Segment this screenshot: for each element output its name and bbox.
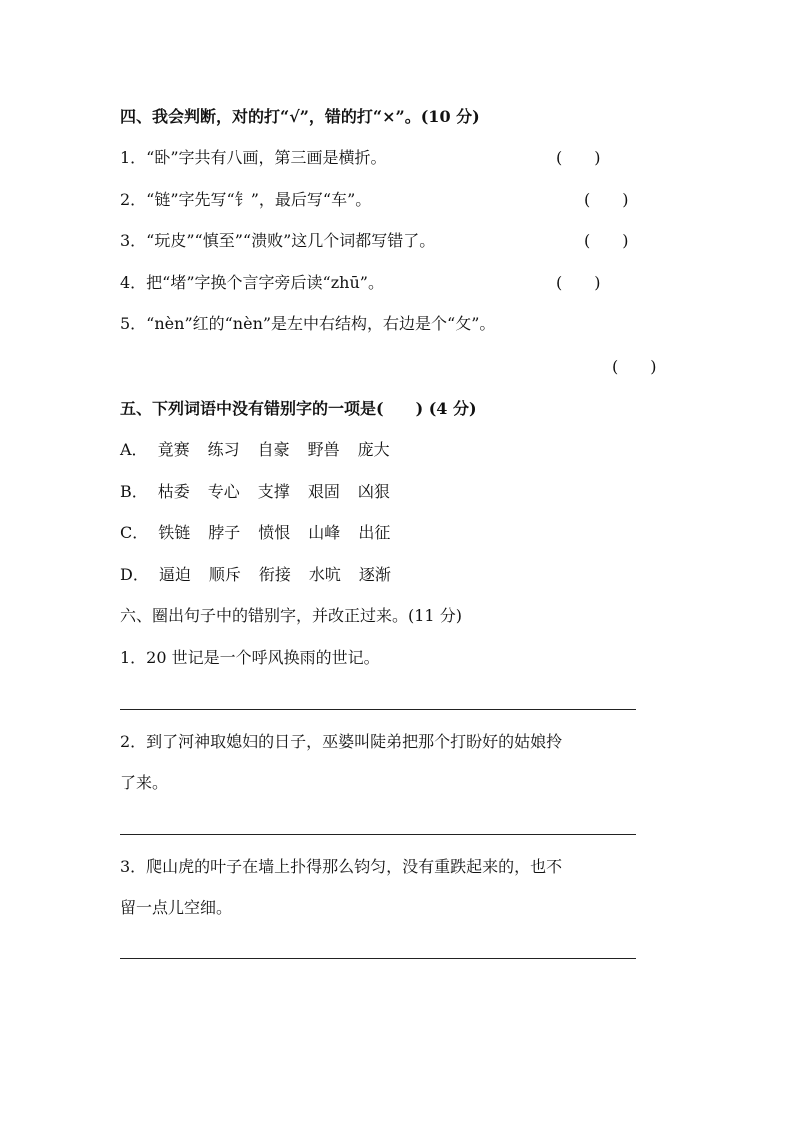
word: 铁链 [158,523,191,542]
option-c[interactable] [120,522,408,544]
word: 脖子 [208,523,241,542]
judge-item-2: 2．“链”字先写“钅”，最后写“车”。 [120,190,372,209]
answer-blank-4[interactable]: ( ) [556,273,601,292]
answer-blank-5[interactable]: ( ) [612,357,657,376]
word: 水吭 [308,565,341,584]
word: 出征 [358,523,391,542]
word: 自豪 [257,440,290,459]
answer-line-1[interactable] [120,709,636,710]
judge-item-5: 5．“nèn”红的“nèn”是左中右结构，右边是个“攵”。 [120,314,496,333]
judge-item-1: 1．“卧”字共有八画，第三画是横折。 [120,148,387,167]
option-label: A． [120,440,148,459]
option-d[interactable] [120,564,409,586]
word: 凶狠 [357,482,390,501]
word: 野兽 [307,440,340,459]
option-label: B． [120,482,148,501]
correction-item-2-cont: 了来。 [120,773,169,792]
answer-blank-3[interactable]: ( ) [584,231,629,250]
word: 艰固 [307,482,340,501]
option-a[interactable] [120,439,408,461]
judge-item-3: 3．“玩皮”“慎至”“溃败”这几个词都写错了。 [120,231,436,250]
word: 支撑 [257,482,290,501]
word: 竟赛 [157,440,190,459]
answer-blank-2[interactable]: ( ) [584,190,629,209]
answer-line-2[interactable] [120,834,636,835]
section-6-title: 六、圈出句子中的错别字，并改正过来。(11 分) [120,606,462,625]
word: 练习 [207,440,240,459]
correction-item-2: 2．到了河神取媳妇的日子，巫婆叫陡弟把那个打盼好的姑娘拎 [120,732,563,751]
word: 愤恨 [258,523,291,542]
word: 顺斥 [208,565,241,584]
word: 山峰 [308,523,341,542]
word: 专心 [207,482,240,501]
section-4-title: 四、我会判断，对的打“√”，错的打“×”。(10 分) [120,107,480,126]
option-label: C． [120,523,149,542]
option-b[interactable] [120,481,408,503]
word: 逐渐 [358,565,391,584]
correction-item-3: 3．爬山虎的叶子在墙上扑得那么钧匀，没有重跌起来的，也不 [120,857,563,876]
word: 逼迫 [158,565,191,584]
correction-item-3-cont: 留一点儿空细。 [120,898,233,917]
word: 枯委 [157,482,190,501]
answer-blank-1[interactable]: ( ) [556,148,601,167]
correction-item-1: 1．20 世记是一个呼风换雨的世记。 [120,648,380,667]
option-label: D． [120,565,149,584]
judge-item-4: 4．把“堵”字换个言字旁后读“zhū”。 [120,273,384,292]
section-5-title: 五、下列词语中没有错别字的一项是( ) (4 分) [120,399,477,418]
answer-line-3[interactable] [120,958,636,959]
word: 衔接 [258,565,291,584]
word: 庞大 [357,440,390,459]
